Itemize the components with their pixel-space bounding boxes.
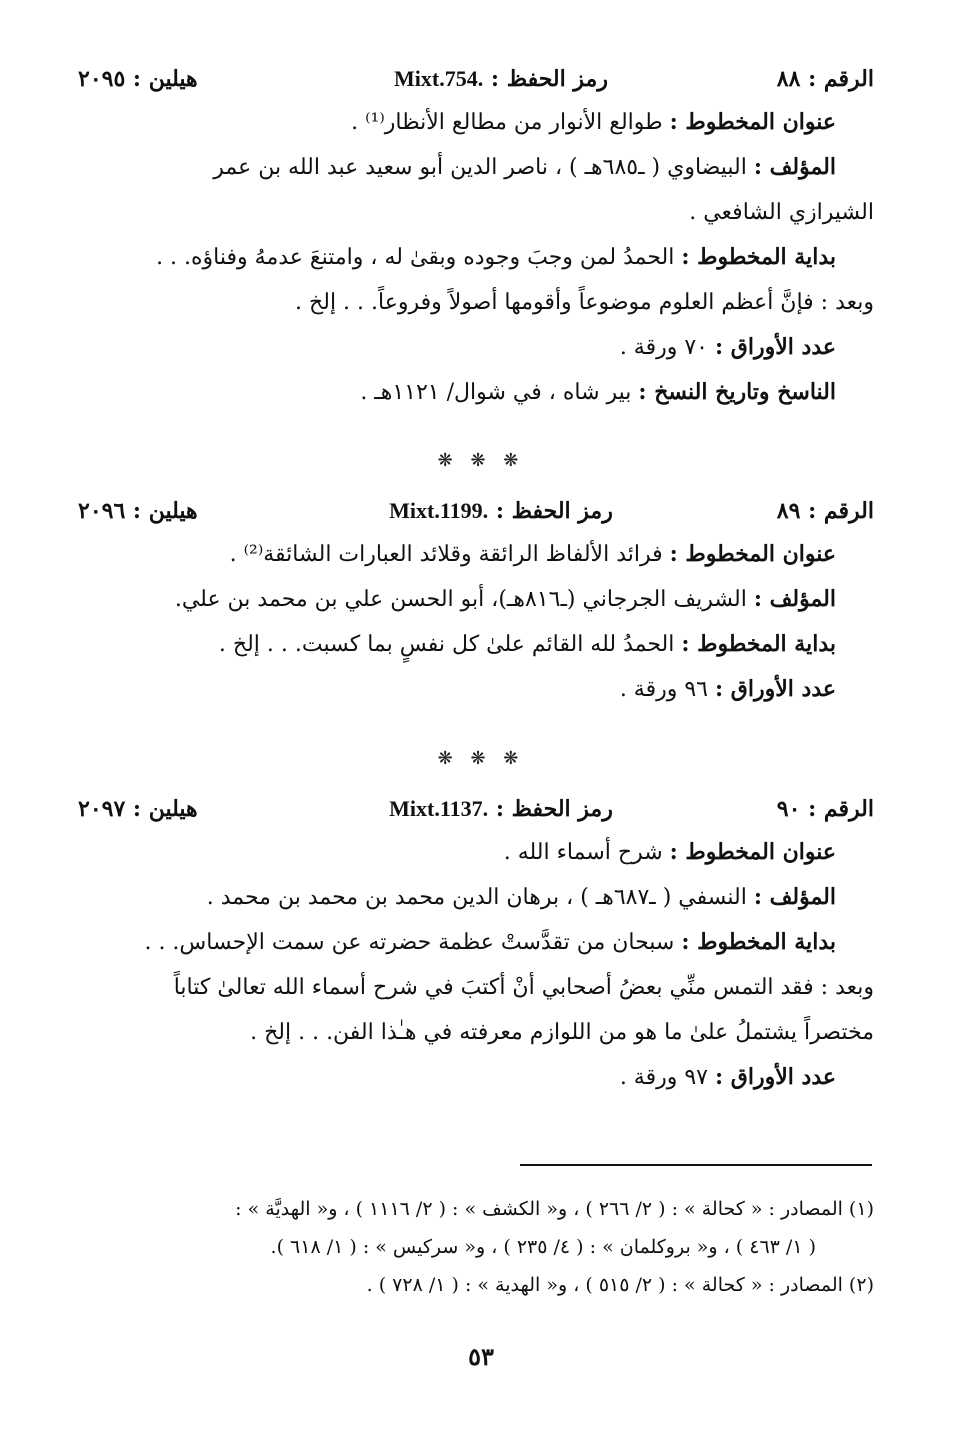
entry-line (78, 1010, 874, 1055)
entry-line (78, 370, 874, 415)
manuscript-entry-89 (78, 498, 874, 712)
page-number: ٥٣ (468, 1342, 494, 1371)
line-text: الشيرازي الشافعي . (689, 200, 874, 225)
entry-line (78, 235, 874, 280)
line-label: المؤلف : (753, 154, 836, 180)
shelfmark (278, 66, 724, 92)
line-label: عنوان المخطوط : (669, 109, 836, 135)
line-text: فرائد الألفاظ الرائقة وقلائد العبارات الشائقة⁽²⁾ . (229, 542, 670, 567)
entry-line (78, 190, 874, 235)
entry-line (78, 920, 874, 965)
shelfmark-value: Mixt.754. (394, 66, 484, 91)
shelfmark-label: رمز الحفظ : (495, 498, 613, 524)
entry-separator: ❋ ❋ ❋ (437, 748, 525, 769)
line-label: بداية المخطوط : (681, 929, 836, 955)
entry-line (78, 280, 874, 325)
line-label: بداية المخطوط : (681, 244, 836, 270)
line-label: عدد الأوراق : (715, 1064, 836, 1090)
line-label: عنوان المخطوط : (669, 541, 836, 567)
footnotes (78, 1190, 874, 1304)
shelfmark-label: رمز الحفظ : (495, 796, 613, 822)
footnote-2: (٢) المصادر : « كحالة » : ( ٢/ ٥١٥ ) ، و« الهدية » : ( ١/ ٧٢٨ ) . (366, 1274, 874, 1296)
line-text: وبعد : فقد التمس منِّي بعضُ أصحابي أنْ أكتبَ في شرح أسماء الله تعالىٰ كتاباً (173, 975, 874, 1000)
entry-line (78, 532, 874, 577)
entry-number: الرقم : ٨٩ (776, 498, 874, 524)
entry-line (78, 1055, 874, 1100)
line-label: عدد الأوراق : (715, 334, 836, 360)
line-label: عنوان المخطوط : (669, 839, 836, 865)
shelfmark-value: Mixt.1199. (389, 498, 489, 523)
line-text: ٧٠ ورقة . (619, 335, 715, 360)
shelfmark-label: رمز الحفظ : (490, 66, 608, 92)
hellin-number: هيلين : ٢٠٩٦ (78, 498, 198, 524)
entry-line (78, 100, 874, 145)
line-label: عدد الأوراق : (715, 676, 836, 702)
footnote-divider (520, 1164, 872, 1166)
line-text: البيضاوي ( ـ٦٨٥هـ ) ، ناصر الدين أبو سعيد عبد الله بن عمر (213, 155, 754, 180)
line-text: شرح أسماء الله . (503, 840, 670, 865)
shelfmark (278, 498, 724, 524)
entry-line (78, 830, 874, 875)
shelfmark-value: Mixt.1137. (389, 796, 489, 821)
line-text: سبحان من تقدَّستْ عظمة حضرته عن سمت الإحساس. . . (144, 930, 682, 955)
entry-line (78, 577, 874, 622)
line-text: وبعد : فإنَّ أعظم العلوم موضوعاً وأقومها أصولاً وفروعاً. . . إلخ . (295, 290, 874, 315)
entry-header (78, 498, 874, 532)
entry-number: الرقم : ٩٠ (776, 796, 874, 822)
shelfmark (278, 796, 724, 822)
manuscript-entry-88 (78, 66, 874, 415)
entry-line (78, 667, 874, 712)
line-text: النسفي ( ـ٦٨٧هـ ) ، برهان الدين محمد بن محمد بن محمد . (206, 885, 754, 910)
line-text: الحمدُ لمن وجبَ وجوده وبقىٰ له ، وامتنعَ عدمهُ وفناؤه. . . (156, 245, 682, 270)
line-text: مختصراً يشتملُ علىٰ ما هو من اللوازم معرفته في هـٰذا الفن. . . إلخ . (250, 1020, 874, 1045)
entry-separator: ❋ ❋ ❋ (437, 450, 525, 471)
entry-number: الرقم : ٨٨ (776, 66, 874, 92)
manuscript-entry-90 (78, 796, 874, 1100)
entry-line (78, 325, 874, 370)
line-text: ٩٦ ورقة . (619, 677, 715, 702)
hellin-number: هيلين : ٢٠٩٥ (78, 66, 198, 92)
entry-line (78, 622, 874, 667)
entry-header (78, 66, 874, 100)
line-text: الحمدُ لله القائم علىٰ كل نفسٍ بما كسبت. . . إلخ . (218, 632, 682, 657)
footnote-1: (١) المصادر : « كحالة » : ( ٢/ ٢٦٦ ) ، و« الكشف » : ( ٢/ ١١١٦ ) ، و« الهديَّة » : (235, 1198, 874, 1220)
entry-line (78, 145, 874, 190)
line-label: المؤلف : (753, 586, 836, 612)
line-text: طوالع الأنوار من مطالع الأنظار⁽¹⁾ . (351, 110, 670, 135)
line-text: ٩٧ ورقة . (619, 1065, 715, 1090)
line-text: الشريف الجرجاني (ـ٨١٦هـ)، أبو الحسن علي بن محمد بن علي. (174, 587, 754, 612)
line-text: بير شاه ، في شوال/ ١١٢١هـ . (360, 380, 639, 405)
entry-line (78, 965, 874, 1010)
line-label: المؤلف : (753, 884, 836, 910)
line-label: الناسخ وتاريخ النسخ : (638, 379, 836, 405)
entry-line (78, 875, 874, 920)
line-label: بداية المخطوط : (681, 631, 836, 657)
footnote-1-continued: ( ١/ ٤٦٣ ) ، و« بروكلمان » : ( ٤/ ٢٣٥ ) ، و« سركيس » : ( ١/ ٦١٨ ). (270, 1236, 816, 1258)
entry-header (78, 796, 874, 830)
hellin-number: هيلين : ٢٠٩٧ (78, 796, 198, 822)
